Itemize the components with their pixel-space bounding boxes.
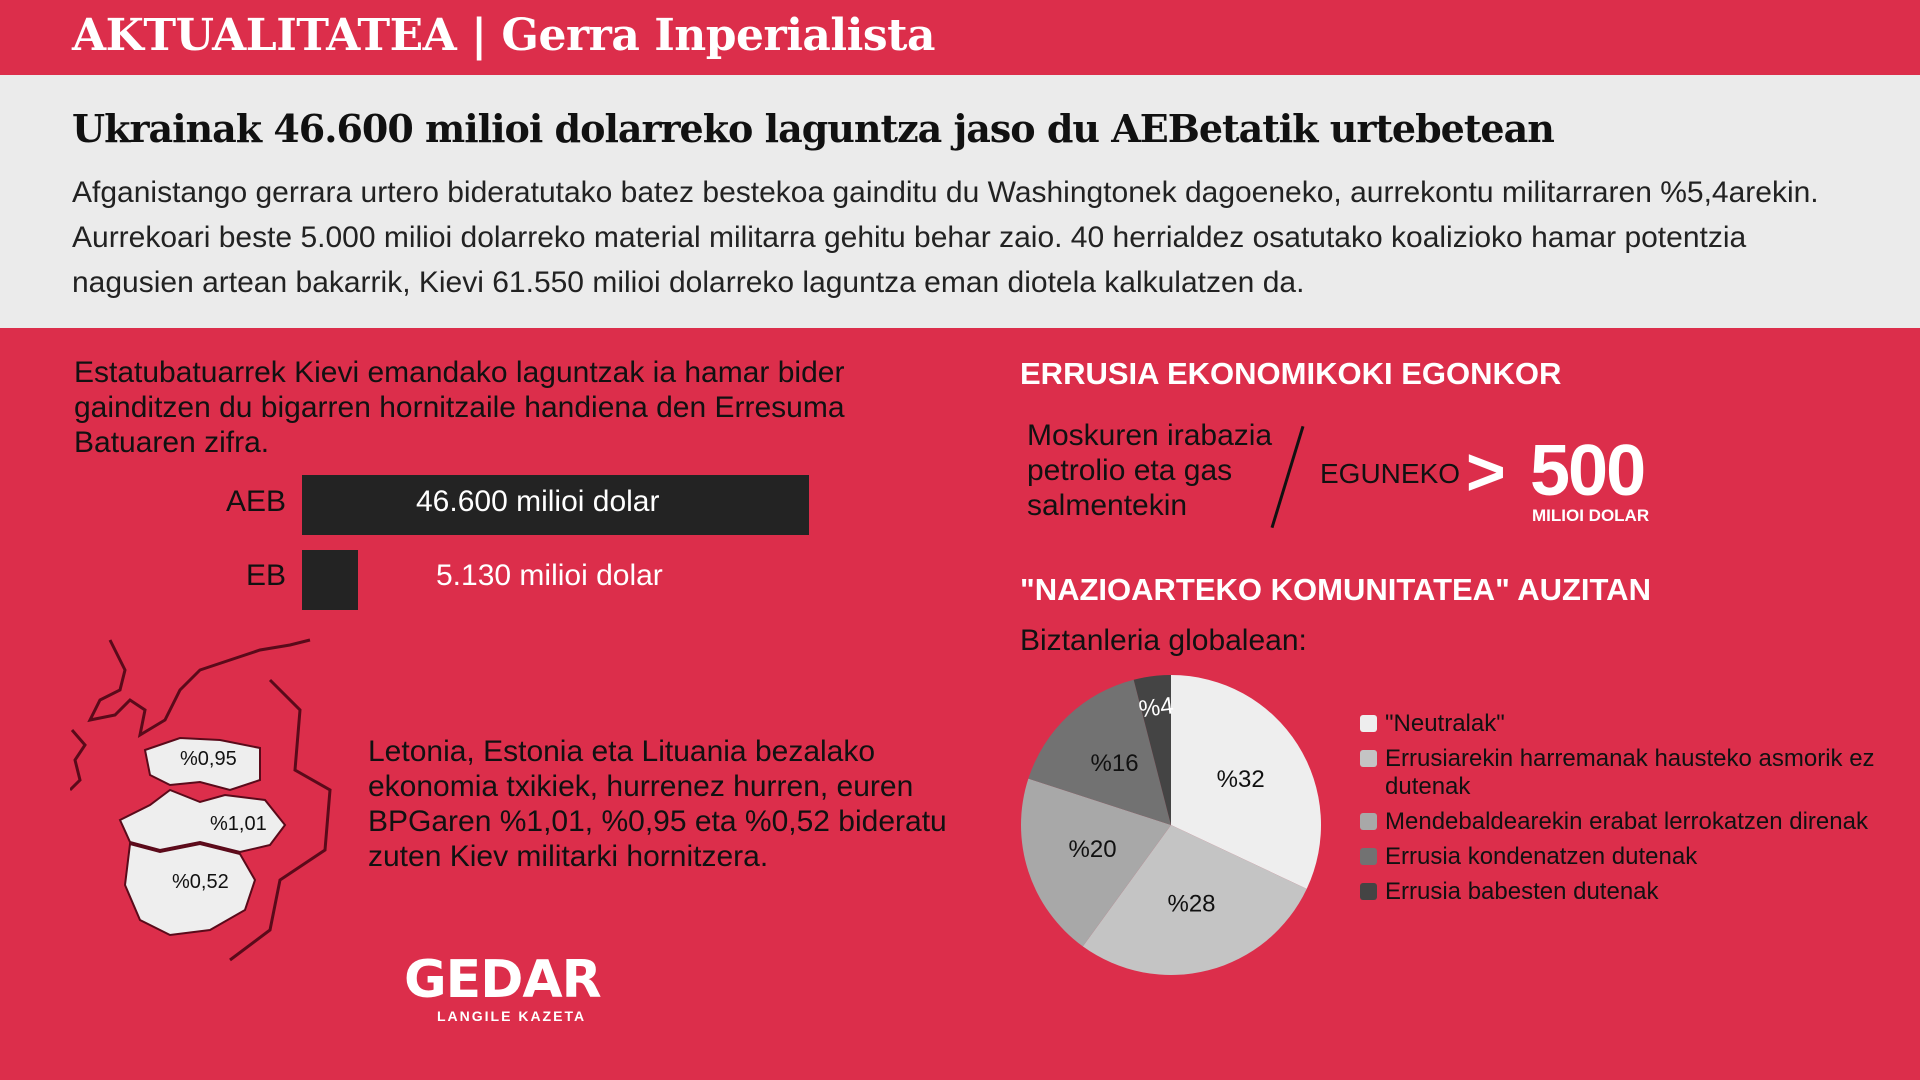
pie-label-0: %32 xyxy=(1216,766,1265,794)
legend-swatch xyxy=(1360,848,1377,865)
pie-label-3: %16 xyxy=(1090,750,1139,778)
legend-swatch xyxy=(1360,883,1377,900)
gedar-logo: GEDAR xyxy=(404,950,601,1010)
bar-label-eb: EB xyxy=(245,559,286,592)
legend-swatch xyxy=(1360,750,1377,767)
greater-than-sign: > xyxy=(1466,434,1506,510)
pie-label-4: %4 xyxy=(1137,692,1176,724)
legend-swatch xyxy=(1360,813,1377,830)
map-label-lithuania: %0,52 xyxy=(172,871,229,893)
legend-label: Errusia kondenatzen dutenak xyxy=(1385,843,1698,870)
population-pie-chart xyxy=(1018,672,1324,978)
bar-label-aeb: AEB xyxy=(225,485,286,518)
legend-item-3 xyxy=(1360,843,1880,871)
legend-item-4 xyxy=(1360,878,1880,906)
big-number-unit: MILIOI DOLAR xyxy=(1532,506,1650,525)
legend-label: Errusiarekin harremanak hausteko asmorik ez dutenak xyxy=(1385,745,1875,800)
bar-value-aeb: 46.600 milioi dolar xyxy=(416,485,660,518)
map-label-estonia: %0,95 xyxy=(180,748,237,770)
legend-swatch xyxy=(1360,715,1377,732)
pie-intro: Biztanleria globalean: xyxy=(1020,624,1307,657)
pie-legend xyxy=(1360,710,1880,913)
baltic-map xyxy=(70,630,340,970)
legend-item-2 xyxy=(1360,808,1880,836)
section-label: AKTUALITATEA | Gerra Inperialista xyxy=(72,10,935,61)
gedar-logo-subtitle: LANGILE KAZETA xyxy=(437,1008,587,1024)
bar-eb xyxy=(302,550,358,610)
aid-intro-text: Estatubatuarrek Kievi emandako laguntzak ia hamar bider gainditzen du bigarren hornitzaile handiena den Erresuma Batuaren zifra. xyxy=(74,356,845,459)
map-label-latvia: %1,01 xyxy=(210,813,267,835)
map-coastline-south xyxy=(70,730,85,790)
pie-label-1: %28 xyxy=(1167,890,1216,918)
lead-paragraph: Afganistango gerrara urtero bideratutako batez bestekoa gainditu du Washingtonek dagoeneko, aurrekontu militarraren %5,4arekin. Aurrekoari beste 5.000 milioi dolarreko material militarra gehitu behar zaio. 40 herrialdez osatutako koalizioko hamar potentzia nagusien artean bakarrik, Kievi 61.550 milioi dolarreko laguntza eman diotela kalkulatzen da. xyxy=(72,176,1819,299)
legend-item-1 xyxy=(1360,745,1880,801)
top-bar xyxy=(0,0,1920,75)
eguneko-label: EGUNEKO xyxy=(1320,458,1461,489)
baltic-text: Letonia, Estonia eta Lituania bezalako ekonomia txikiek, hurrenez hurren, euren BPGaren %1,01, %0,95 eta %0,52 bideratu zuten Kiev militarki hornitzera. xyxy=(368,735,947,873)
heading-economy: ERRUSIA EKONOMIKOKI EGONKOR xyxy=(1020,356,1562,391)
legend-item-0 xyxy=(1360,710,1880,738)
legend-label: Mendebaldearekin erabat lerrokatzen direnak xyxy=(1385,808,1868,835)
heading-international-community: "NAZIOARTEKO KOMUNITATEA" AUZITAN xyxy=(1020,572,1651,607)
legend-label: Errusia babesten dutenak xyxy=(1385,878,1659,905)
bar-value-eb: 5.130 milioi dolar xyxy=(436,559,663,592)
pie-label-2: %20 xyxy=(1068,835,1117,863)
moskuren-text: Moskuren irabazia petrolio eta gas salmentekin xyxy=(1027,419,1273,522)
headline: Ukrainak 46.600 milioi dolarreko laguntza jaso du AEBetatik urtebetean xyxy=(72,106,1554,151)
legend-label: "Neutralak" xyxy=(1385,710,1505,737)
big-number: 500 xyxy=(1530,431,1645,511)
